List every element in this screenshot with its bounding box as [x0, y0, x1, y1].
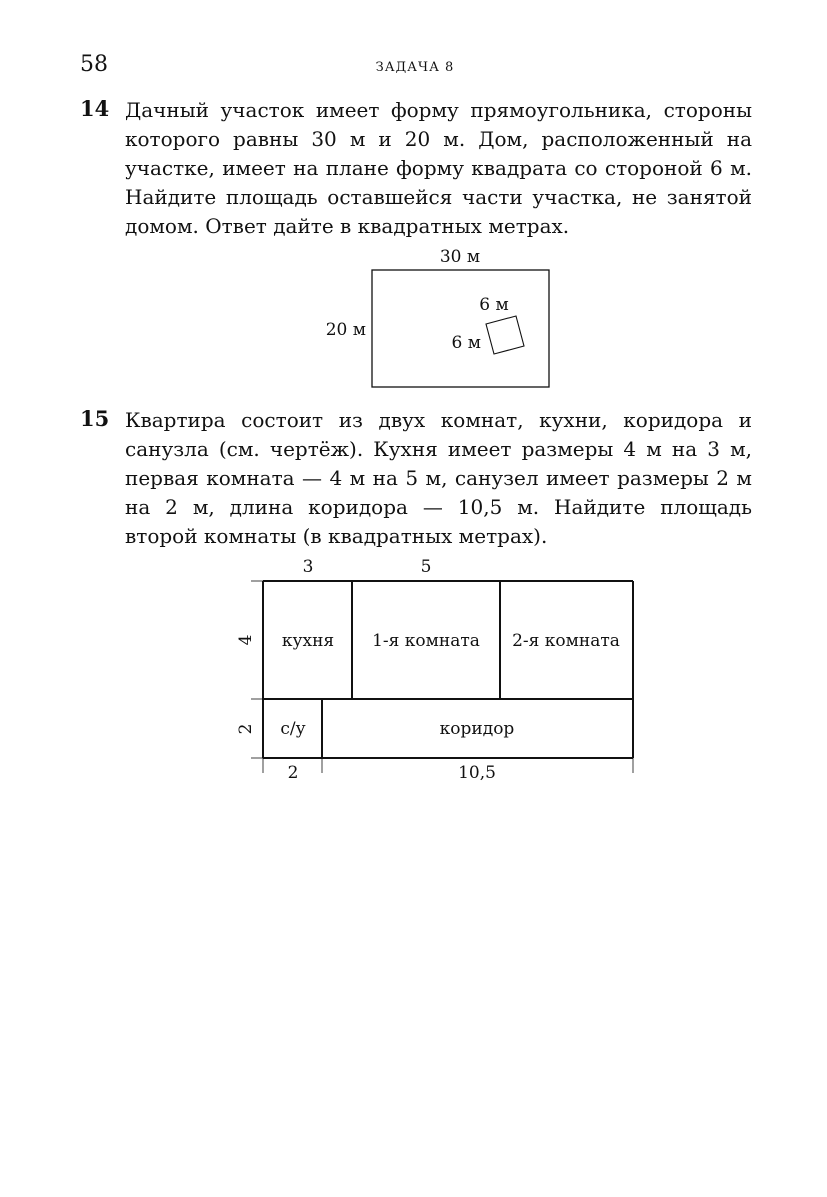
dim-corridor-height: 2 [236, 723, 256, 735]
problem-number: 14 [80, 96, 110, 121]
dim-rooms-height: 4 [236, 634, 256, 646]
running-title-text: ЗАДАЧА 8 [375, 60, 455, 75]
dim-room1-width: 5 [420, 557, 432, 577]
house-side-top-label: 6 м [479, 295, 509, 315]
room-corridor-label: коридор [439, 719, 515, 739]
apartment-plan [225, 552, 645, 787]
plot-diagram [310, 240, 560, 400]
dim-kitchen-width: 3 [302, 557, 314, 577]
plot-height-label: 20 м [325, 320, 366, 340]
room-kitchen-label: кухня [281, 631, 335, 651]
plot-rectangle [372, 270, 549, 387]
problem-text: Дачный участок имеет форму прямоугольника, стороны которого равны 30 м и 20 м. Дом, расположенный на участке, имеет на плане форму квадрата со стороной 6 м. Найдите площадь оставшейся части участка, не занятой домом. Ответ дайте в квадратных метрах. [125, 98, 752, 238]
room-1-label: 1-я комната [372, 631, 480, 651]
house-square [486, 316, 524, 354]
problem-number: 15 [80, 406, 110, 431]
running-title [0, 60, 827, 75]
problem-15 [80, 406, 752, 551]
room-2-label: 2-я комната [512, 631, 620, 651]
dim-corridor-length: 10,5 [458, 763, 496, 783]
dim-bathroom-width: 2 [287, 763, 299, 783]
house-side-left-label: 6 м [451, 333, 481, 353]
page-number: 58 [80, 52, 108, 77]
plot-width-label: 30 м [439, 247, 481, 267]
room-bathroom-label: с/у [280, 719, 306, 739]
problem-14 [80, 96, 752, 241]
problem-text: Квартира состоит из двух комнат, кухни, коридора и санузла (см. чертёж). Кухня имеет размеры 4 м на 3 м, первая комната — 4 м на 5 м, санузел имеет размеры 2 м на 2 м, длина коридора — 10,5 м. Найдите площадь второй комнаты (в квадратных метрах). [125, 408, 752, 548]
